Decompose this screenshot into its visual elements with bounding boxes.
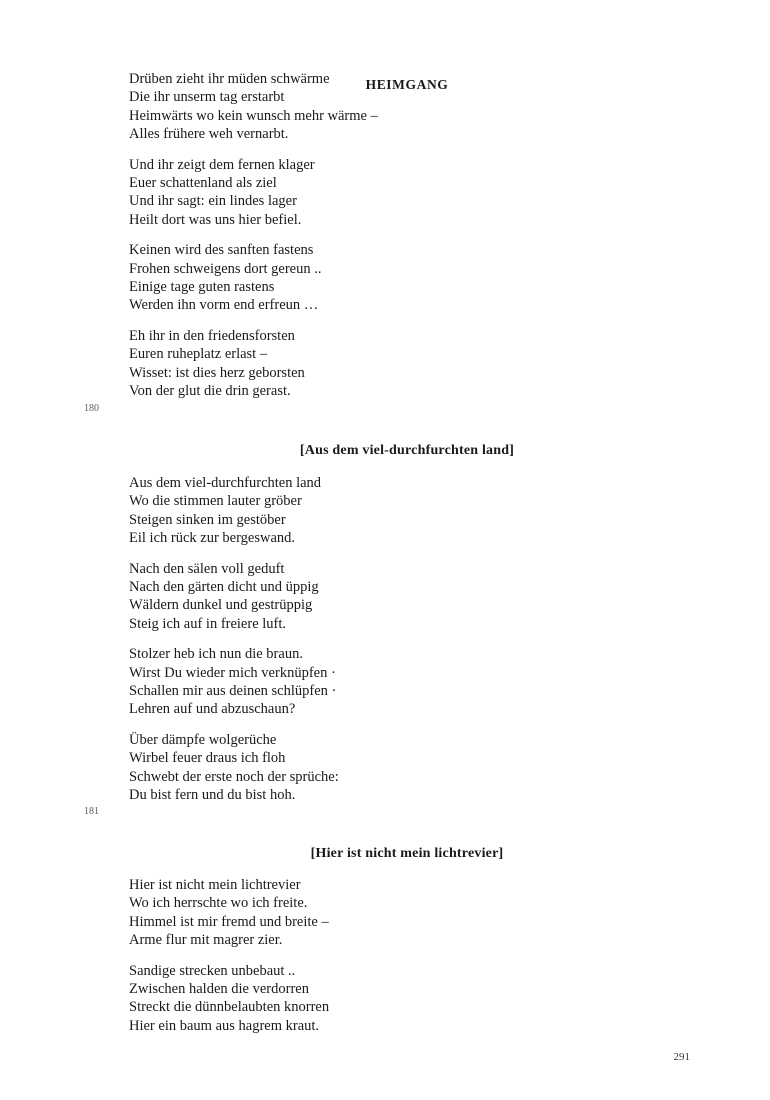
stanza xyxy=(129,876,649,949)
stanza-spacer xyxy=(129,315,649,328)
marginal-line-number: 181 xyxy=(84,806,99,817)
poem-line: Heimwärts wo kein wunsch mehr wärme – xyxy=(129,107,378,124)
poem-line: Wäldern dunkel und gestrüppig xyxy=(129,597,313,614)
poem-line: Wo die stimmen lauter gröber xyxy=(129,493,302,510)
poem-line: Und ihr zeigt dem fernen klager xyxy=(129,156,315,173)
stanza xyxy=(129,962,649,1035)
poem-line: Streckt die dünnbelaubten knorren xyxy=(129,999,330,1016)
poem-line: Stolzer heb ich nun die braun. xyxy=(129,646,303,663)
poem-line: Euer schattenland als ziel xyxy=(129,174,277,191)
poem-line: Steig ich auf in freiere luft. xyxy=(129,615,287,632)
poem-line: Nach den sälen voll geduft xyxy=(129,560,285,577)
poem-line: Schallen mir aus deinen schlüpfen · xyxy=(129,682,337,699)
stanza-spacer xyxy=(129,547,649,560)
stanza xyxy=(129,156,649,229)
stanza-spacer xyxy=(129,949,649,962)
poem-line: Wirst Du wieder mich verknüpfen · xyxy=(129,664,336,681)
poem-line: Einige tage guten rastens xyxy=(129,278,275,295)
poem-line: Werden ihn vorm end erfreun … xyxy=(129,297,319,314)
stanza xyxy=(129,241,649,314)
poem-line: Aus dem viel-durchfurchten land xyxy=(129,475,322,491)
poem-line: Keinen wird des sanften fastens xyxy=(129,242,314,259)
poem-line: Von der glut die drin gerast. xyxy=(129,382,291,399)
stanza-spacer xyxy=(129,633,649,646)
poem-line: Arme flur mit magrer zier. xyxy=(129,931,283,948)
stanza-spacer xyxy=(129,143,649,156)
stanza xyxy=(129,70,649,143)
stanza xyxy=(129,731,649,804)
poem-line: Zwischen halden die verdorren xyxy=(129,980,309,997)
stanza xyxy=(129,327,649,400)
page-number: 291 xyxy=(673,1051,690,1063)
poem-line: Über dämpfe wolgerüche xyxy=(129,732,277,749)
poem-line: Euren ruheplatz erlast – xyxy=(129,346,268,363)
stanza xyxy=(129,560,649,633)
poem-line: Du bist fern und du bist hoh. xyxy=(129,786,296,803)
poem-line: Lehren auf und abzuschaun? xyxy=(129,701,296,718)
stanza xyxy=(129,645,649,718)
poem-line: Hier ein baum aus hagrem kraut. xyxy=(129,1017,320,1034)
poem-line: Wirbel feuer draus ich floh xyxy=(129,750,286,767)
stanza-spacer xyxy=(129,229,649,242)
poem-line: Eh ihr in den friedensforsten xyxy=(129,328,295,345)
poem-line: Nach den gärten dicht und üppig xyxy=(129,578,319,595)
stanza xyxy=(129,474,649,547)
poem-line: Und ihr sagt: ein lindes lager xyxy=(129,193,297,210)
poem-line: Eil ich rück zur bergeswand. xyxy=(129,529,296,546)
poem-line: Wo ich herrschte wo ich freite. xyxy=(129,895,308,912)
poem-line: Schwebt der erste noch der sprüche: xyxy=(129,768,339,785)
section-title: [Aus dem viel-durchfurchten land] xyxy=(299,443,515,458)
poem-line: Steigen sinken im gestöber xyxy=(129,511,286,528)
poem-line: Drüben zieht ihr müden schwärme xyxy=(129,71,330,87)
marginal-line-number: 180 xyxy=(84,403,99,414)
poem-line: Sandige strecken unbebaut .. xyxy=(129,962,296,979)
section-title: [Hier ist nicht mein lichtrevier] xyxy=(310,846,504,861)
poem-line: Alles frühere weh vernarbt. xyxy=(129,125,289,142)
poem-line: Wisset: ist dies herz geborsten xyxy=(129,364,305,381)
poem-line: Die ihr unserm tag erstarbt xyxy=(129,89,285,106)
poem-line: Frohen schweigens dort gereun .. xyxy=(129,260,322,277)
page-title: HEIMGANG xyxy=(365,77,449,92)
stanza-spacer xyxy=(129,719,649,732)
poem-line: Hier ist nicht mein lichtrevier xyxy=(129,877,301,893)
poem-line: Heilt dort was uns hier befiel. xyxy=(129,211,302,228)
poem-line: Himmel ist mir fremd und breite – xyxy=(129,913,329,930)
